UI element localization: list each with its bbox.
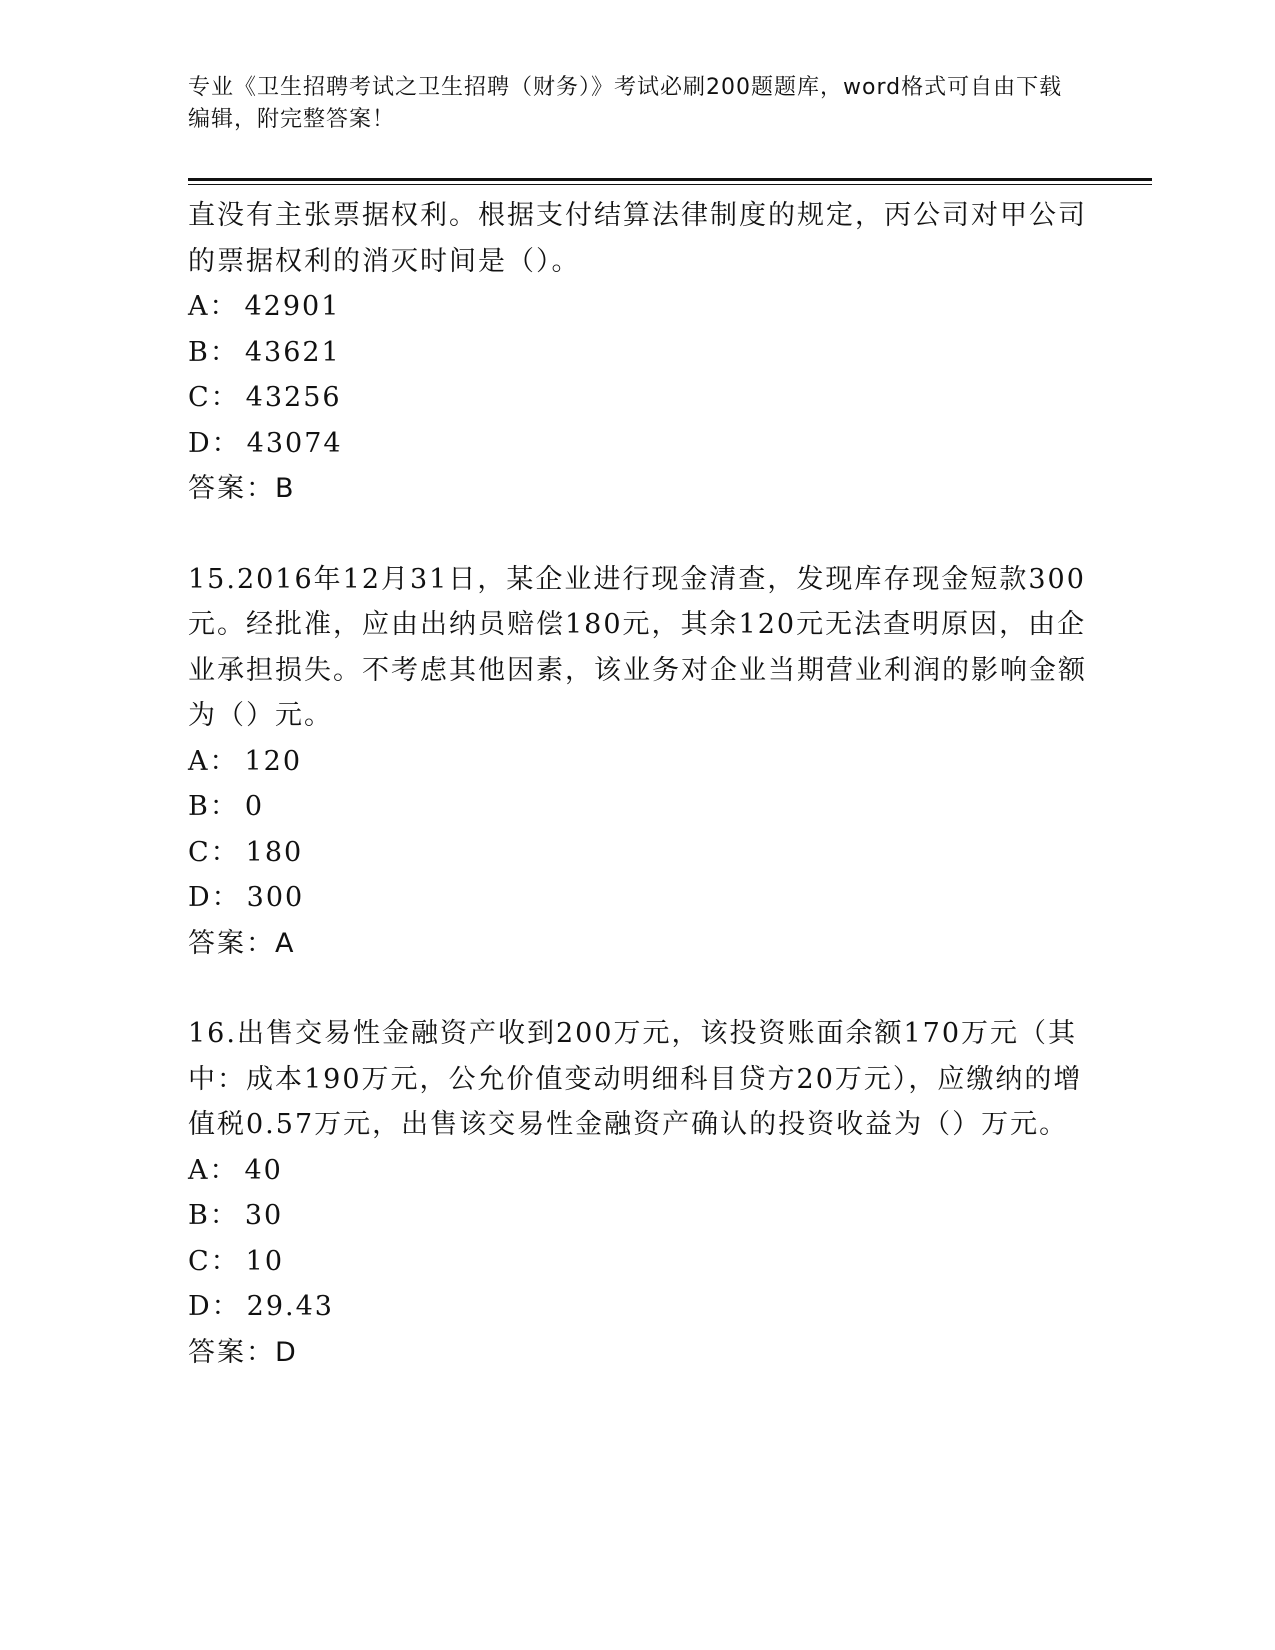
- option-d: [188, 875, 1088, 921]
- option-b: [188, 1193, 1088, 1239]
- option-key: B：: [188, 791, 239, 822]
- option-key: B：: [188, 336, 239, 368]
- question-text: 16.出售交易性金融资产收到200万元，该投资账面余额170万元（其中：成本190万元，公允价值变动明细科目贷方20万元），应缴纳的增值税0.57万元，出售该交易性金融资产确认的投资收益为（）万元。: [188, 1018, 1083, 1140]
- option-b: [188, 784, 1088, 830]
- question-text: 直没有主张票据权利。根据支付结算法律制度的规定，丙公司对甲公司的票据权利的消灭时间是（）。: [188, 200, 1087, 277]
- answer-line: 答案：A: [188, 927, 296, 959]
- option-value: 43621: [244, 336, 341, 368]
- option-key: A：: [188, 1154, 239, 1186]
- header-rule-thin: [188, 184, 1152, 185]
- option-a: [188, 1148, 1088, 1194]
- document-header: 专业《卫生招聘考试之卫生招聘（财务）》考试必刷200题题库，word格式可自由下载编辑，附完整答案！: [188, 75, 1063, 132]
- header-rule-thick: [188, 178, 1152, 181]
- option-a: [188, 739, 1088, 785]
- answer-line: 答案：D: [188, 1336, 298, 1368]
- option-d: [188, 1284, 1088, 1330]
- option-key: A：: [188, 291, 239, 322]
- option-b: [188, 330, 1088, 376]
- option-c: [188, 375, 1088, 421]
- option-key: D：: [188, 427, 241, 459]
- question-block: [188, 1011, 1088, 1375]
- option-value: 180: [245, 836, 304, 868]
- option-d: [188, 421, 1088, 467]
- option-key: C：: [188, 382, 240, 413]
- option-value: 29.43: [246, 1291, 334, 1322]
- option-value: 43256: [245, 382, 342, 413]
- option-value: 40: [244, 1154, 283, 1186]
- option-value: 300: [246, 882, 305, 913]
- option-key: D：: [188, 882, 241, 913]
- question-text: 15.2016年12月31日，某企业进行现金清查，发现库存现金短款300元。经批准，应由出纳员赔偿180元，其余120元无法查明原因，由企业承担损失。不考虑其他因素，该业务对企业当期营业利润的影响金额为（）元。: [188, 563, 1087, 731]
- option-key: B：: [188, 1200, 239, 1231]
- answer-line: 答案：B: [188, 473, 296, 504]
- option-c: [188, 830, 1088, 876]
- option-key: A：: [188, 745, 239, 777]
- option-key: C：: [188, 836, 240, 868]
- option-key: D：: [188, 1291, 241, 1322]
- option-value: 120: [244, 745, 303, 777]
- option-key: C：: [188, 1245, 240, 1277]
- question-block: [188, 557, 1088, 967]
- option-value: 30: [244, 1200, 284, 1231]
- option-value: 10: [245, 1245, 285, 1277]
- spacer: [188, 512, 1088, 557]
- option-value: 0: [244, 791, 265, 822]
- option-value: 43074: [246, 427, 343, 459]
- question-block: [188, 193, 1088, 512]
- option-c: [188, 1239, 1088, 1285]
- option-a: [188, 284, 1088, 330]
- spacer: [188, 966, 1088, 1011]
- question-list: [188, 193, 1088, 1375]
- option-value: 42901: [244, 291, 341, 322]
